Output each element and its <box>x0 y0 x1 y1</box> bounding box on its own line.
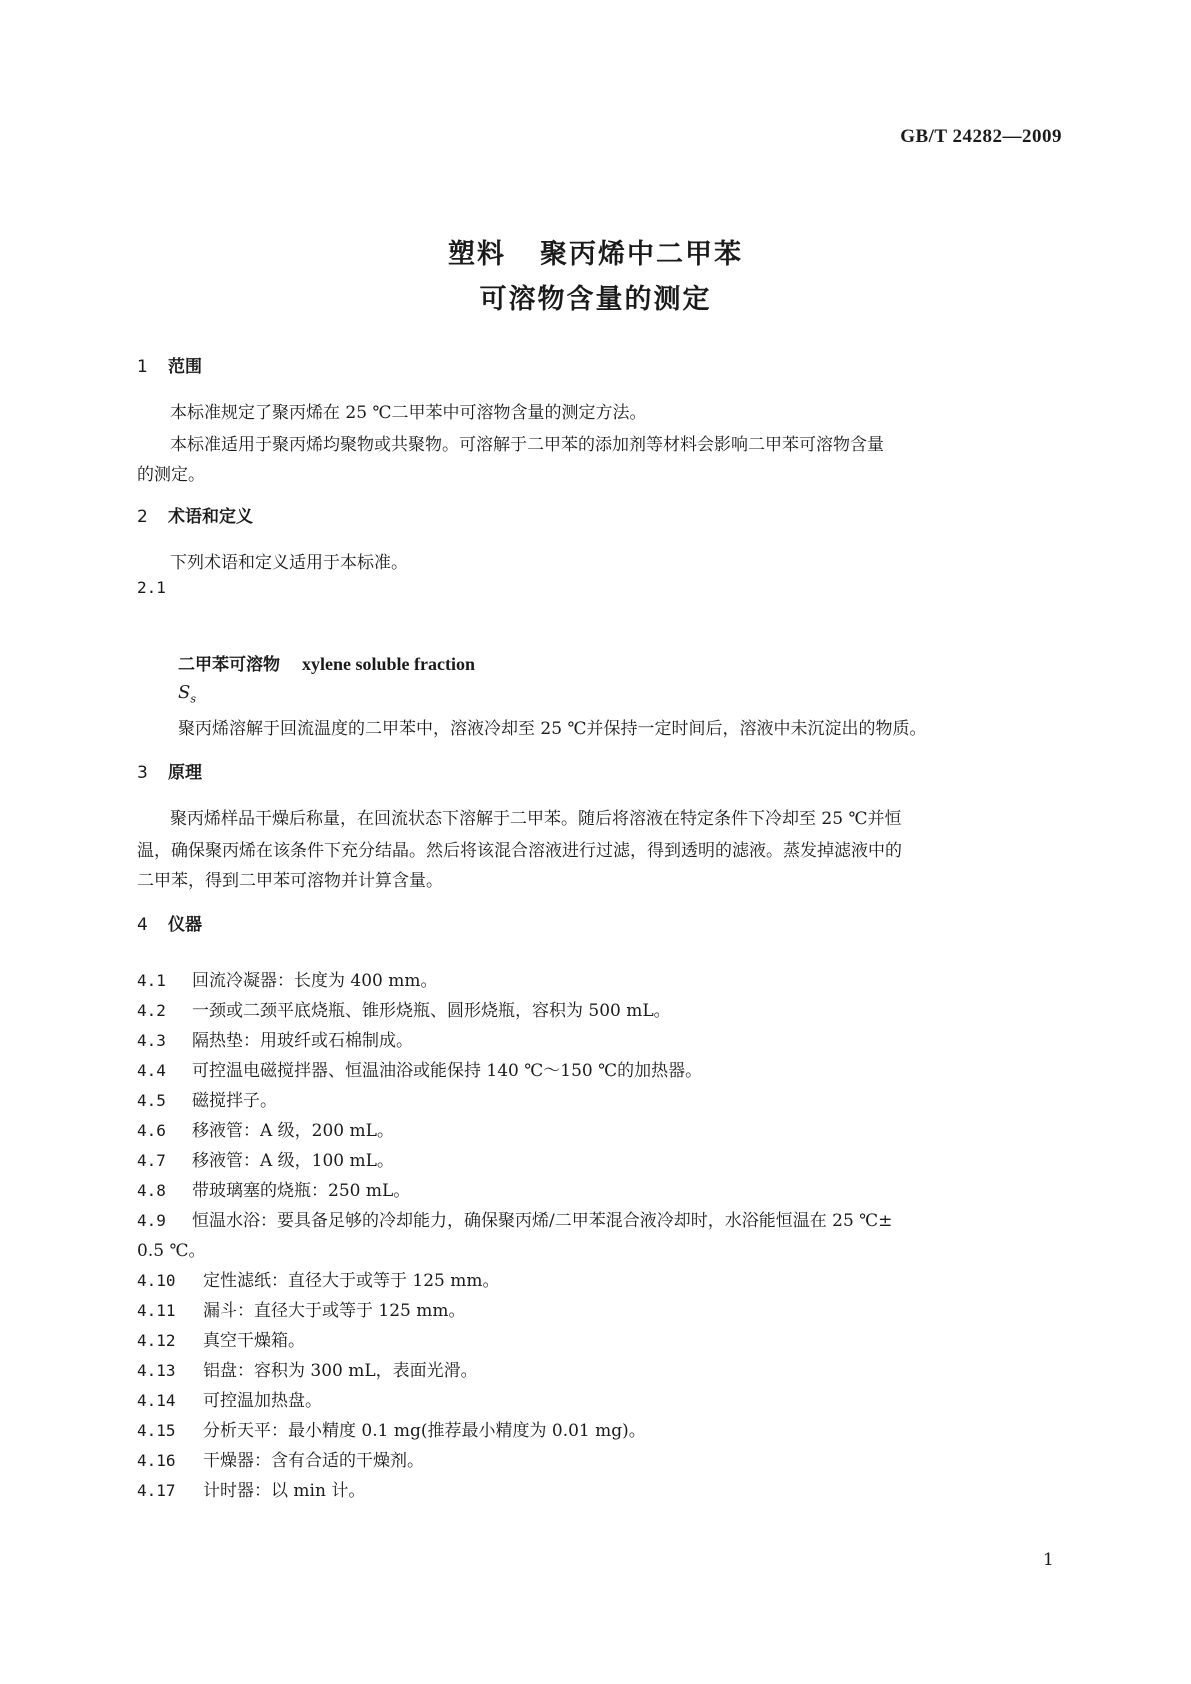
item-number: 4.8 <box>137 1181 166 1200</box>
item-text: 带玻璃塞的烧瓶：250 mL。 <box>192 1181 411 1201</box>
list-item <box>137 1416 646 1441</box>
section-1-heading <box>137 352 202 377</box>
section-number: 3 <box>137 763 148 783</box>
section-3-paragraph-line1: 聚丙烯样品干燥后称量，在回流状态下溶解于二甲苯。随后将溶液在特定条件下冷却至 25 ℃并恒 <box>170 809 902 829</box>
section-number: 1 <box>137 357 148 377</box>
list-item <box>137 1176 410 1201</box>
list-item <box>137 1356 478 1381</box>
item-number: 4.17 <box>137 1481 176 1500</box>
subsection-number-2-1: 2.1 <box>137 578 166 597</box>
item-number: 4.7 <box>137 1151 166 1170</box>
section-1-paragraph-1: 本标准规定了聚丙烯在 25 ℃二甲苯中可溶物含量的测定方法。 <box>170 403 647 423</box>
item-text: 漏斗：直径大于或等于 125 mm。 <box>203 1301 466 1321</box>
section-4-heading <box>137 910 202 935</box>
list-item <box>137 1086 277 1111</box>
list-item <box>137 1296 466 1321</box>
title-part1: 塑料 <box>448 239 506 270</box>
item-number: 4.4 <box>137 1061 166 1080</box>
symbol-main: S <box>178 682 191 703</box>
standard-number: GB/T 24282—2009 <box>900 126 1062 147</box>
item-text-cont: 0.5 ℃。 <box>137 1241 206 1261</box>
section-1-paragraph-2: 本标准适用于聚丙烯均聚物或共聚物。可溶解于二甲苯的添加剂等材料会影响二甲苯可溶物含量 <box>170 435 884 455</box>
section-2-paragraph-1: 下列术语和定义适用于本标准。 <box>170 553 408 573</box>
item-number: 4.5 <box>137 1091 166 1110</box>
term-symbol <box>178 682 196 706</box>
item-text: 真空干燥箱。 <box>203 1331 305 1351</box>
title-part2: 聚丙烯中二甲苯 <box>540 239 743 270</box>
item-number: 4.15 <box>137 1421 176 1440</box>
item-number: 4.6 <box>137 1121 166 1140</box>
item-number: 4.9 <box>137 1211 166 1230</box>
list-item-continuation <box>137 1236 205 1261</box>
list-item <box>137 1476 365 1501</box>
item-text: 恒温水浴：要具备足够的冷却能力，确保聚丙烯/二甲苯混合液冷却时，水浴能恒温在 25 ℃± <box>192 1211 893 1231</box>
list-item <box>137 996 671 1021</box>
document-title-line1 <box>0 232 1191 271</box>
item-number: 4.16 <box>137 1451 176 1470</box>
section-3-paragraph-line3: 二甲苯，得到二甲苯可溶物并计算含量。 <box>137 871 443 891</box>
list-item <box>137 966 438 991</box>
list-item <box>137 1446 424 1471</box>
list-item <box>137 1146 394 1171</box>
section-title: 术语和定义 <box>168 507 253 527</box>
page-number: 1 <box>1043 1550 1054 1570</box>
section-number: 2 <box>137 507 148 527</box>
section-1-paragraph-2-cont: 的测定。 <box>137 465 205 485</box>
item-number: 4.12 <box>137 1331 176 1350</box>
item-text: 回流冷凝器：长度为 400 mm。 <box>192 971 438 991</box>
term-chinese: 二甲苯可溶物 <box>178 655 280 675</box>
list-item <box>137 1056 702 1081</box>
item-text: 可控温电磁搅拌器、恒温油浴或能保持 140 ℃～150 ℃的加热器。 <box>192 1061 703 1081</box>
list-item <box>137 1386 322 1411</box>
term-definition: 聚丙烯溶解于回流温度的二甲苯中，溶液冷却至 25 ℃并保持一定时间后，溶液中未沉淀出的物质。 <box>178 719 927 739</box>
section-2-heading <box>137 502 253 527</box>
document-title-line2: 可溶物含量的测定 <box>479 284 712 315</box>
item-text: 磁搅拌子。 <box>192 1091 277 1111</box>
item-number: 4.13 <box>137 1361 176 1380</box>
item-text: 铝盘：容积为 300 mL，表面光滑。 <box>203 1361 478 1381</box>
item-number: 4.2 <box>137 1001 166 1020</box>
section-number: 4 <box>137 915 148 935</box>
item-text: 干燥器：含有合适的干燥剂。 <box>203 1451 424 1471</box>
section-title: 原理 <box>168 763 202 783</box>
list-item <box>137 1326 305 1351</box>
term-entry <box>178 650 475 675</box>
item-text: 定性滤纸：直径大于或等于 125 mm。 <box>203 1271 500 1291</box>
item-text: 移液管：A 级，200 mL。 <box>192 1121 394 1141</box>
item-number: 4.1 <box>137 971 166 990</box>
item-text: 一颈或二颈平底烧瓶、锥形烧瓶、圆形烧瓶，容积为 500 mL。 <box>192 1001 671 1021</box>
symbol-subscript: s <box>190 692 196 706</box>
list-item <box>137 1026 413 1051</box>
item-text: 移液管：A 级，100 mL。 <box>192 1151 394 1171</box>
section-3-heading <box>137 758 202 783</box>
item-number: 4.10 <box>137 1271 176 1290</box>
list-item <box>137 1116 394 1141</box>
section-title: 仪器 <box>168 915 202 935</box>
section-3-paragraph-line2: 温，确保聚丙烯在该条件下充分结晶。然后将该混合溶液进行过滤，得到透明的滤液。蒸发掉滤液中的 <box>137 841 902 861</box>
item-number: 4.11 <box>137 1301 176 1320</box>
section-title: 范围 <box>168 357 202 377</box>
item-text: 分析天平：最小精度 0.1 mg(推荐最小精度为 0.01 mg)。 <box>203 1421 646 1441</box>
item-number: 4.3 <box>137 1031 166 1050</box>
item-text: 计时器：以 min 计。 <box>203 1481 366 1501</box>
term-english: xylene soluble fraction <box>302 654 475 674</box>
item-text: 隔热垫：用玻纤或石棉制成。 <box>192 1031 413 1051</box>
item-text: 可控温加热盘。 <box>203 1391 322 1411</box>
item-number: 4.14 <box>137 1391 176 1410</box>
list-item <box>137 1206 892 1231</box>
list-item <box>137 1266 500 1291</box>
